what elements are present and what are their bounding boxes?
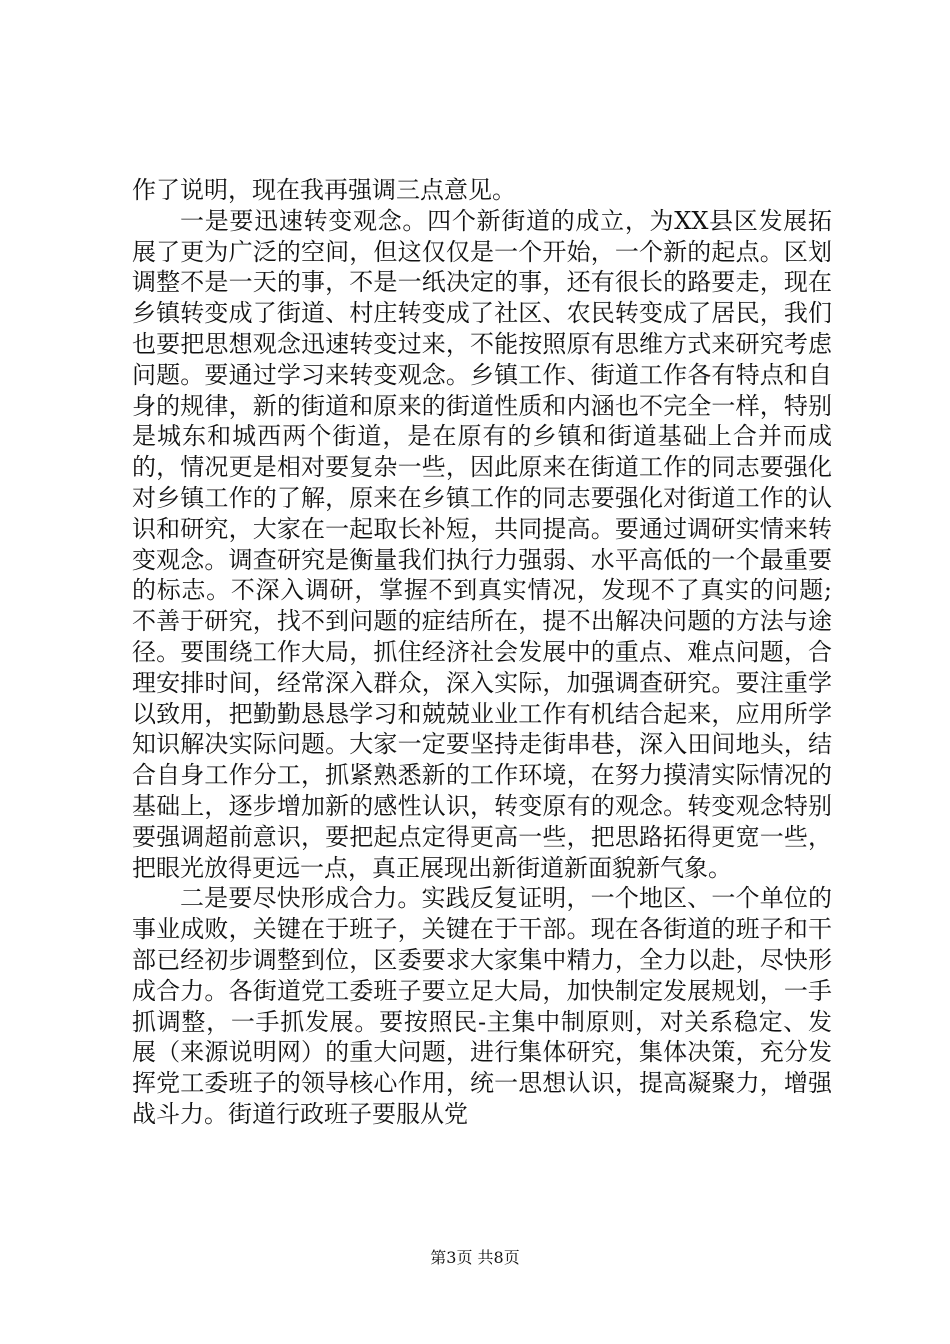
paragraph-change-mindset: 一是要迅速转变观念。四个新街道的成立，为XX县区发展拓展了更为广泛的空间，但这仅仅是一个开始，一个新的起点。区划调整不是一天的事，不是一纸决定的事，还有很长的路要走，现在乡镇转变成了街道、村庄转变成了社区、农民转变成了居民，我们也要把思想观念迅速转变过来，不能按照原有思维方式来研究考虑问题。要通过学习来转变观念。乡镇工作、街道工作各有特点和自身的规律，新的街道和原来的街道性质和内涵也不完全一样，特别是城东和城西两个街道，是在原有的乡镇和街道基础上合并而成的，情况更是相对要复杂一些，因此原来在街道工作的同志要强化对乡镇工作的了解，原来在乡镇工作的同志要强化对街道工作的认识和研究，大家在一起取长补短，共同提高。要通过调研实情来转变观念。调查研究是衡量我们执行力强弱、水平高低的一个最重要的标志。不深入调研，掌握不到真实情况，发现不了真实的问题;不善于研究，找不到问题的症结所在，提不出解决问题的方法与途径。要围绕工作大局，抓住经济社会发展中的重点、难点问题，合理安排时间，经常深入群众，深入实际，加强调查研究。要注重学以致用，把勤勤恳恳学习和兢兢业业工作有机结合起来，应用所学知识解决实际问题。大家一定要坚持走街串巷，深入田间地头，结合自身工作分工，抓紧熟悉新的工作环境，在努力摸清实际情况的基础上，逐步增加新的感性认识，转变原有的观念。转变观念特别要强调超前意识，要把起点定得更高一些，把思路拓得更宽一些，把眼光放得更远一点，真正展现出新街道新面貌新气象。 (132, 206, 832, 882)
paragraph-form-synergy: 二是要尽快形成合力。实践反复证明，一个地区、一个单位的事业成败，关键在于班子，关键在于干部。现在各街道的班子和干部已经初步调整到位，区委要求大家集中精力，全力以赴，尽快形成合力。各街道党工委班子要立足大局，加快制定发展规划，一手抓调整，一手抓发展。要按照民-主集中制原则，对关系稳定、发展（来源说明网）的重大问题，进行集体研究，集体决策，充分发挥党工委班子的领导核心作用，统一思想认识，提高凝聚力，增强战斗力。街道行政班子要服从党 (132, 884, 832, 1128)
page-number-footer: 第3页 共8页 (430, 1248, 520, 1267)
body-text (132, 175, 832, 1130)
paragraph-continuation: 作了说明，现在我再强调三点意见。 (132, 176, 516, 204)
